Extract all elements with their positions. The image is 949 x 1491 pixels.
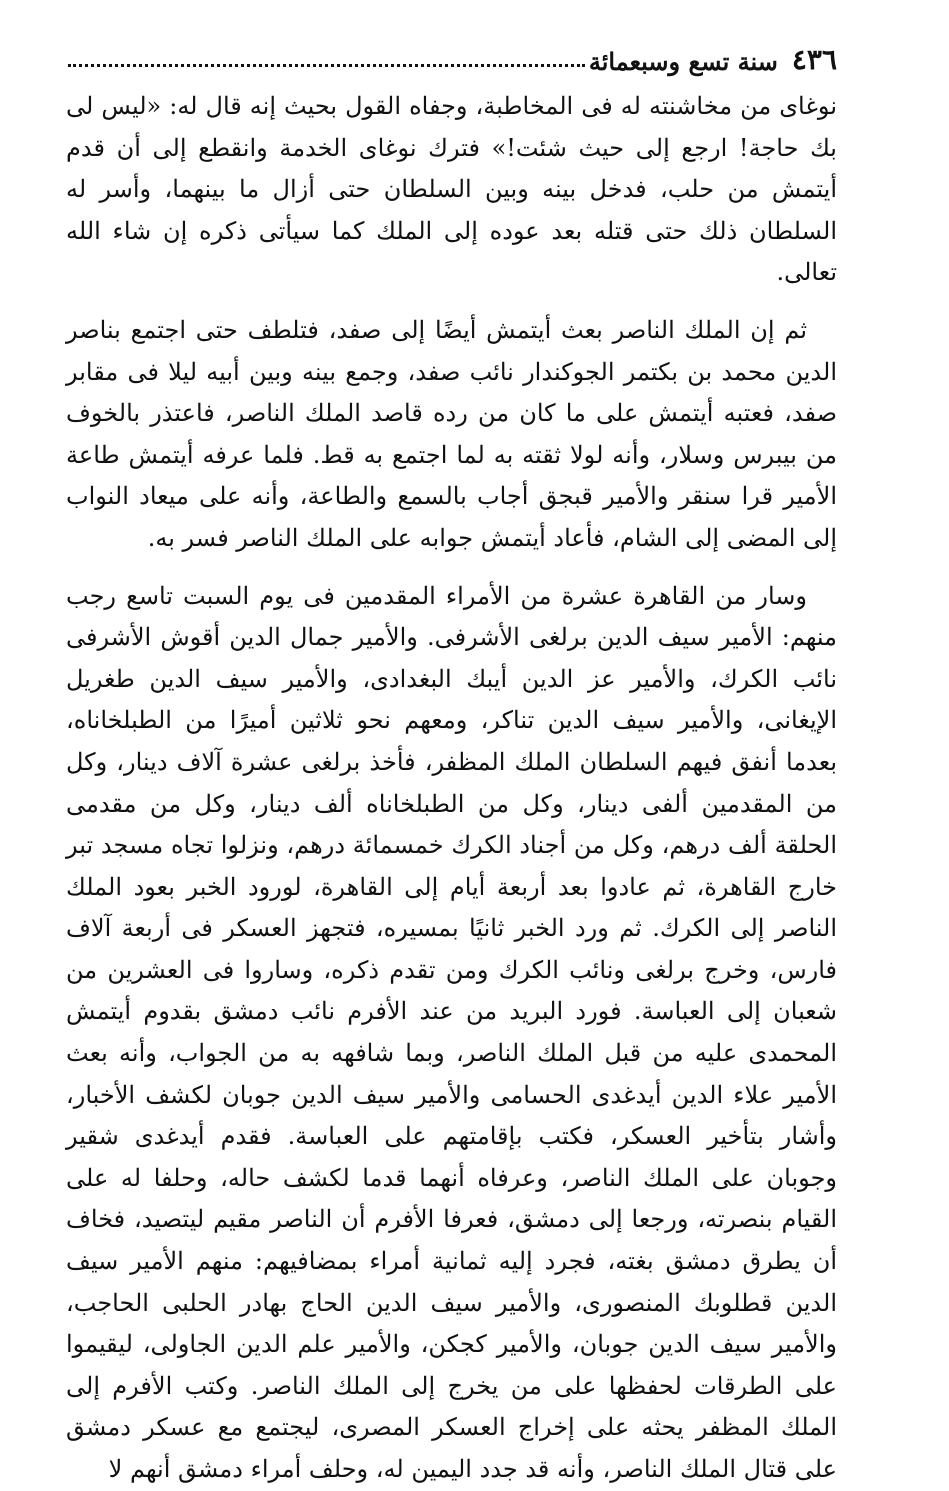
- paragraph-1: نوغاى من مخاشنته له فى المخاطبة، وجفاه القول بحيث إنه قال له: «ليس لى بك حاجة! ارجع إلى حيث شئت!» فترك نوغاى الخدمة وانقطع إلى أن قدم أيتمش من حلب، فدخل بينه وبين السلطان حتى أزال ما بينهما، وأسر له السلطان ذلك حتى قتله بعد عوده إلى الملك كما سيأتى ذكره إن شاء الله تعالى.: [66, 92, 837, 287]
- page-number: ٤٣٦: [791, 43, 837, 76]
- paragraph-3: وسار من القاهرة عشرة من الأمراء المقدمين فى يوم السبت تاسع رجب منهم: الأمير سيف الدين برلغى الأشرفى. والأمير جمال الدين أقوش الأشرفى نائب الكرك، والأمير عز الدين أيبك البغدادى، والأمير سيف الدين طغريل الإيغانى، والأمير سيف الدين تناكر، ومعهم نحو ثلاثين أميرًا من الطبلخاناه، بعدما أنفق فيهم السلطان الملك المظفر، فأخذ برلغى عشرة آلاف دينار، وكل من المقدمين ألفى دينار، وكل من الطبلخاناه ألف دينار، وكل من مقدمى الحلقة ألف درهم، وكل من أجناد الكرك خمسمائة درهم، ونزلوا تجاه مسجد تبر خارج القاهرة، ثم عادوا بعد أربعة أيام إلى القاهرة، لورود الخبر بعود الملك الناصر إلى الكرك. ثم ورد الخبر ثانيًا بمسيره، فتجهز العسكر فى أربعة آلاف فارس، وخرج برلغى ونائب الكرك ومن تقدم ذكره، وساروا فى العشرين من شعبان إلى العباسة. فورد البريد من عند الأفرم نائب دمشق بقدوم أيتمش المحمدى عليه من قبل الملك الناصر، وبما شافهه به من الجواب، وأنه بعث الأمير علاء الدين أيدغدى الحسامى والأمير سيف الدين جوبان لكشف الأخبار، وأشار بتأخير العسكر، فكتب بإقامتهم على العباسة. فقدم أيدغدى شقير وجوبان على الملك الناصر، وعرفاه أنهما قدما لكشف حاله، وحلفا له على القيام بنصرته، ورجعا إلى دمشق، فعرفا الأفرم أن الناصر مقيم ليتصيد، فخاف أن يطرق دمشق بغته، فجرد إليه ثمانية أمراء بمضافيهم: منهم الأمير سيف الدين قطلوبك المنصورى، والأمير سيف الدين الحاج بهادر الحلبى الحاجب، والأمير سيف الدين جوبان، والأمير كجكن، والأمير علم الدين الجاولى، ليقيموا على الطرقات لحفظها على من يخرج إلى الملك الناصر. وكتب الأفرم إلى الملك المظفر يحثه على إخراج العسكر المصرى، ليجتمع مع عسكر دمشق على قتال الملك الناصر، وأنه قد جدد اليمين له، وحلف أمراء دمشق أنهم لا: [66, 581, 838, 1483]
- dotted-leader: [68, 64, 585, 67]
- running-title: سنة تسع وسبعمائة: [588, 47, 778, 76]
- paragraph-2: ثم إن الملك الناصر بعث أيتمش أيضًا إلى صفد، فتلطف حتى اجتمع بناصر الدين محمد بن بكتمر الجوكندار نائب صفد، وجمع بينه وبين أبيه ليلا فى مقابر صفد، فعتبه أيتمش على ما كان من رده قاصد الملك الناصر، فاعتذر بالخوف من بيبرس وسلار، وأنه لولا ثقته به لما اجتمع به قط. فلما عرفه أيتمش طاعة الأمير قرا سنقر والأمير قبجق أجاب بالسمع والطاعة، وأنه على ميعاد النواب إلى المضى إلى الشام، فأعاد أيتمش جوابه على الملك الناصر فسر به.: [66, 315, 837, 552]
- body-text: [66, 86, 837, 1491]
- page-header: [66, 34, 837, 76]
